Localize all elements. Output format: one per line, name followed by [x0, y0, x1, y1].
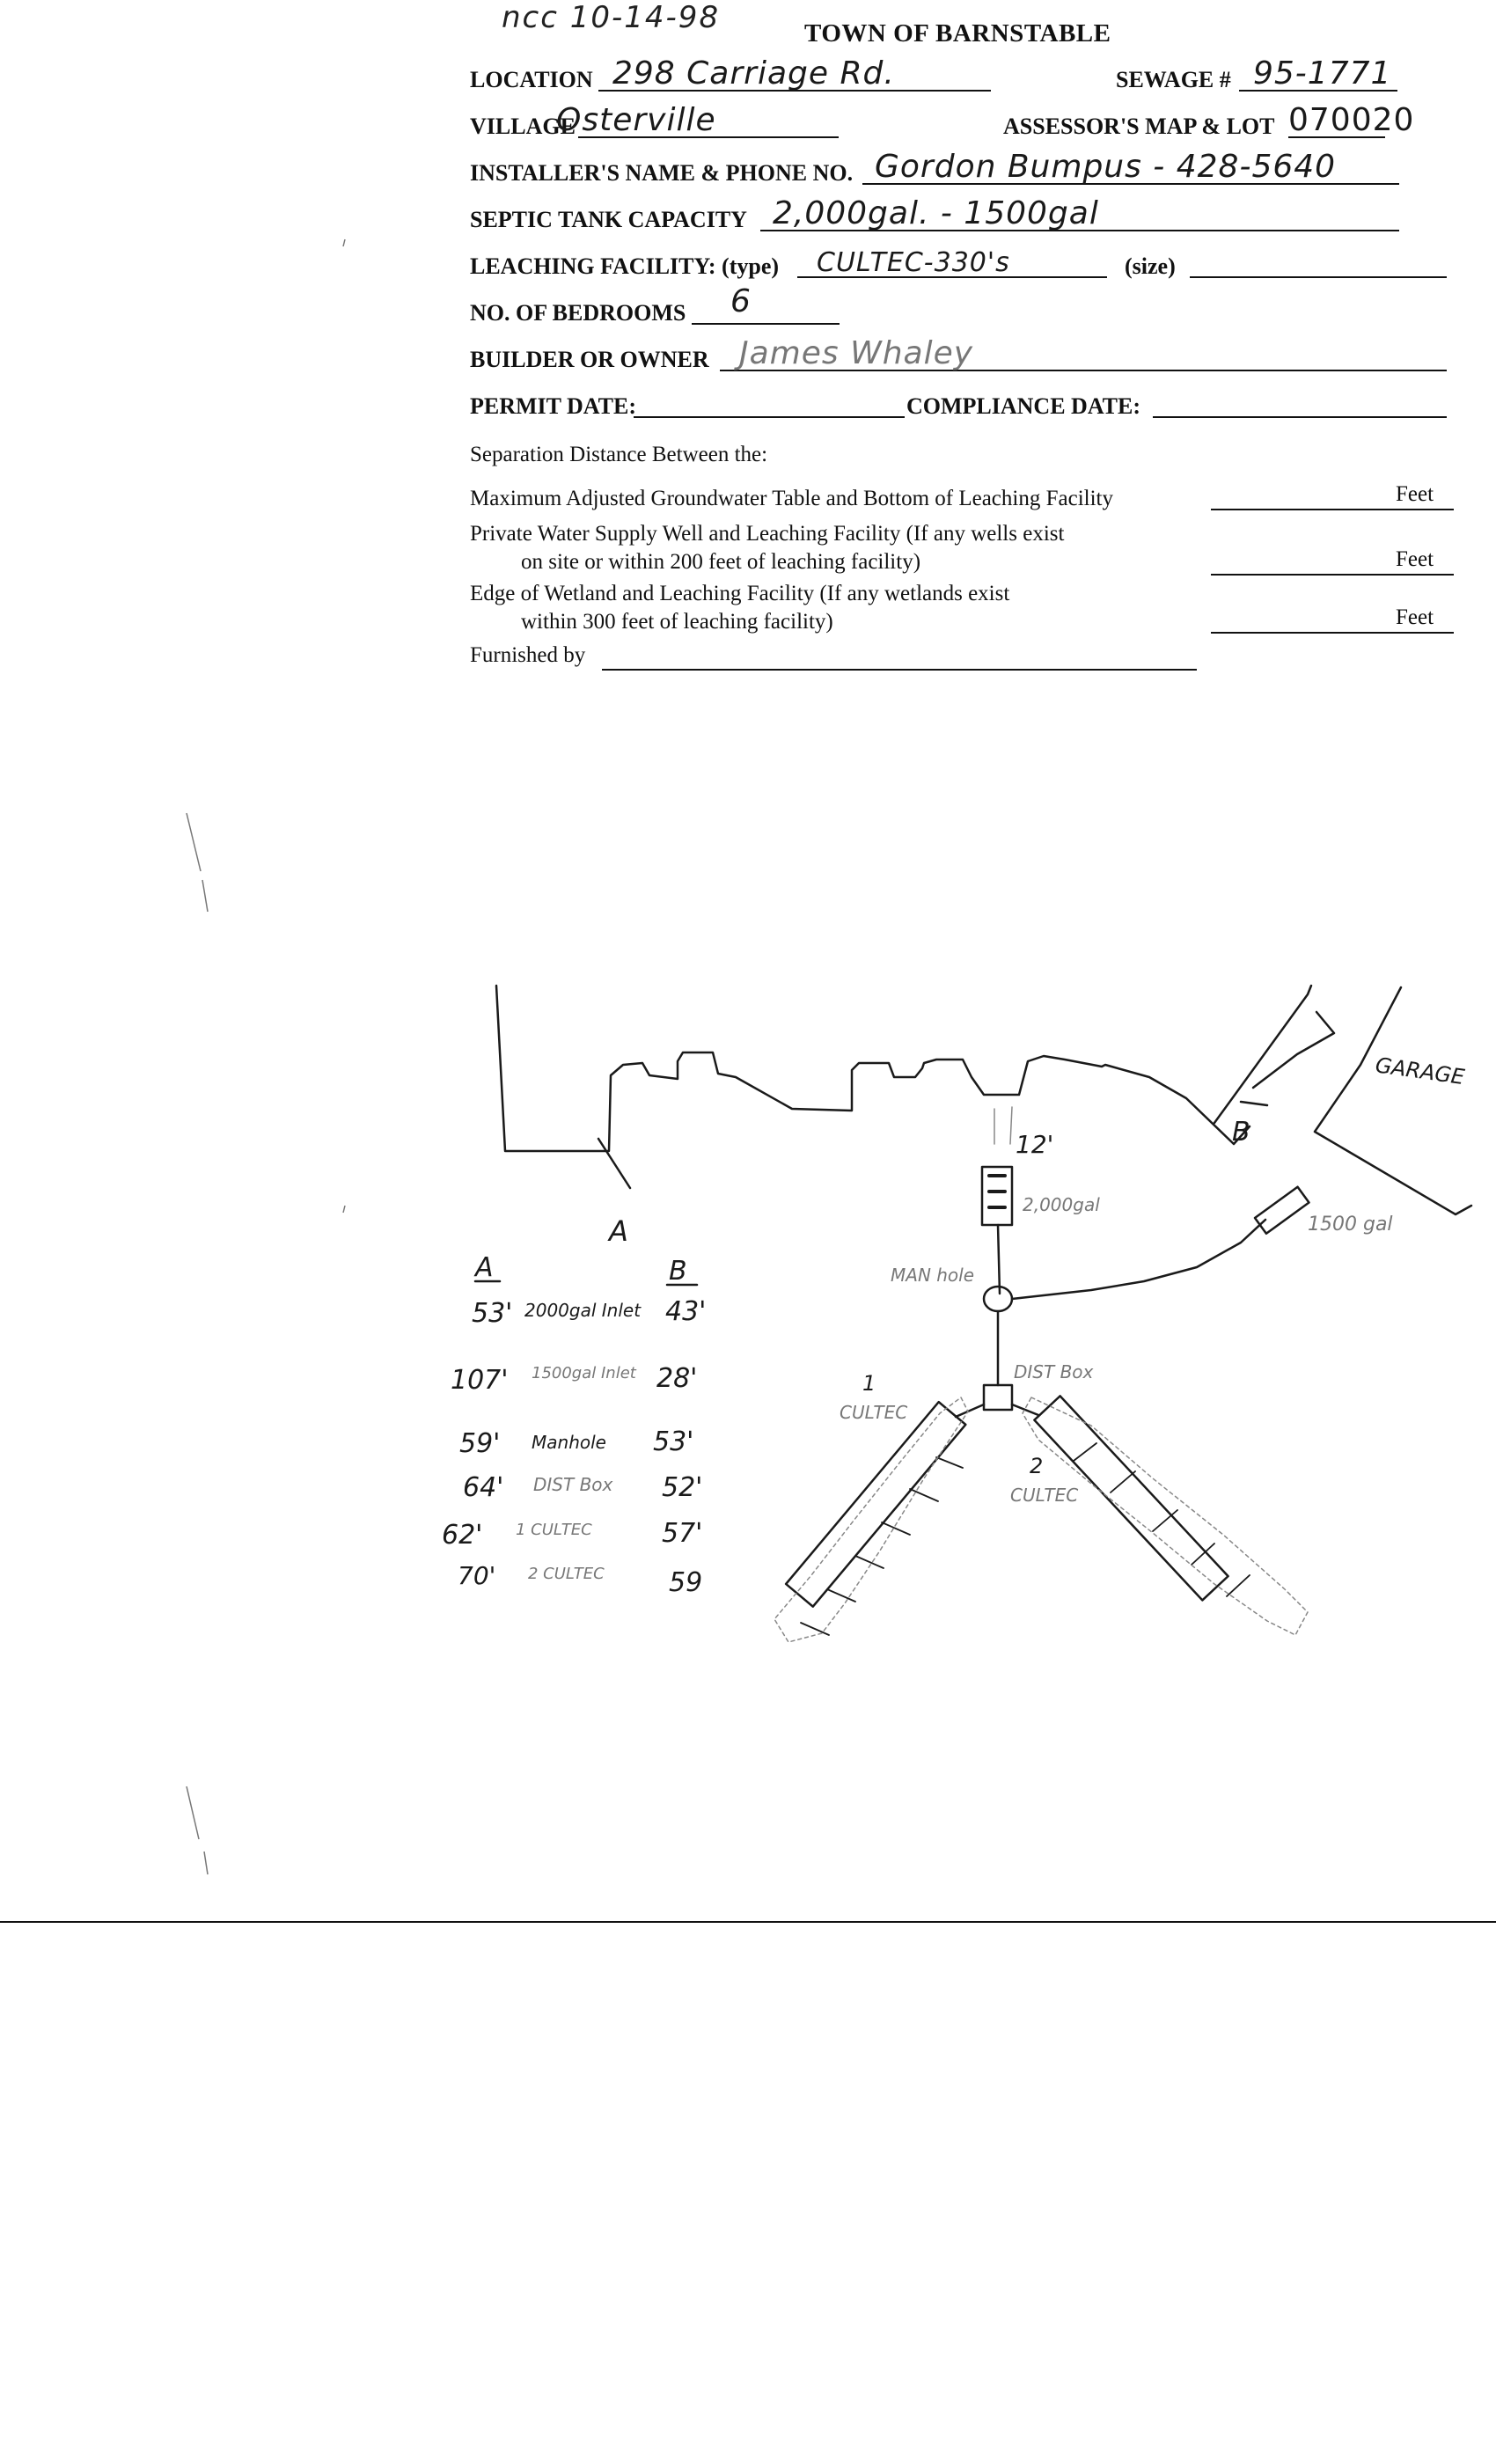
- cultec-2-label: CULTEC: [1010, 1485, 1079, 1506]
- size-label: (size): [1125, 253, 1176, 279]
- tie-label-5: 2 CULTEC: [528, 1565, 605, 1583]
- house-outline: [496, 986, 1250, 1151]
- tie-label-4: 1 CULTEC: [516, 1521, 592, 1539]
- tie-b-2: 53': [653, 1426, 694, 1457]
- scan-mark-3: [187, 1786, 199, 1839]
- tie-a-0: 53': [472, 1298, 513, 1329]
- leaching-label: LEACHING FACILITY: (type): [470, 253, 780, 279]
- tie-header-a: A: [475, 1252, 494, 1283]
- cultec-1-symbol: [786, 1402, 965, 1607]
- point-b-tick: [1241, 1102, 1267, 1105]
- date-stamp: ncc 10-14-98: [502, 0, 721, 35]
- point-a-tick: [598, 1139, 630, 1188]
- garage-corner: [1253, 1012, 1334, 1088]
- installer-label: INSTALLER'S NAME & PHONE NO.: [470, 160, 854, 186]
- dist-box-symbol: [984, 1385, 1012, 1410]
- cultec-1-label: CULTEC: [840, 1402, 908, 1423]
- separation-row-3b: within 300 feet of leaching facility): [521, 610, 833, 634]
- tie-a-2: 59': [459, 1428, 501, 1459]
- location-value: 298 Carriage Rd.: [612, 55, 895, 92]
- map-lot-value: 070020: [1288, 102, 1415, 138]
- cultec-2-envelope: [1023, 1397, 1308, 1635]
- tie-a-5: 70': [458, 1561, 496, 1590]
- compliance-label: COMPLIANCE DATE:: [906, 393, 1141, 419]
- tie-a-4: 62': [442, 1520, 483, 1551]
- installer-value: Gordon Bumpus - 428-5640: [875, 149, 1337, 185]
- sewage-label: SEWAGE #: [1116, 67, 1231, 92]
- garage-outline: [1315, 987, 1471, 1214]
- owner-value: James Whaley: [739, 335, 974, 371]
- separation-heading: Separation Distance Between the:: [470, 443, 768, 466]
- village-value: Osterville: [556, 102, 716, 138]
- scan-mark-6: [343, 1206, 345, 1213]
- scan-mark-1: [187, 813, 201, 871]
- tie-b-3: 52': [662, 1472, 703, 1503]
- cultec-1-dividers: [801, 1457, 963, 1635]
- owner-label: BUILDER OR OWNER: [470, 347, 709, 372]
- point-a-label: A: [609, 1214, 628, 1248]
- location-label: LOCATION: [470, 67, 593, 92]
- map-lot-label: ASSESSOR'S MAP & LOT: [1003, 114, 1275, 139]
- separation-row-2b: on site or within 200 feet of leaching facility): [521, 550, 921, 574]
- house-pipe-2: [1010, 1107, 1012, 1144]
- tie-label-3: DIST Box: [533, 1474, 613, 1495]
- tie-b-5: 59: [669, 1567, 703, 1598]
- tie-a-3: 64': [463, 1472, 504, 1503]
- bottom-rule: [0, 1921, 1496, 1923]
- tank-1500-symbol: [1255, 1187, 1309, 1234]
- scan-mark-2: [202, 880, 208, 912]
- separation-unit-1: Feet: [1396, 482, 1434, 506]
- tie-b-0: 43': [665, 1296, 707, 1327]
- separation-row-3a: Edge of Wetland and Leaching Facility (If any wetlands exist: [470, 582, 1010, 605]
- scan-mark-5: [343, 239, 345, 246]
- separation-row-1: Maximum Adjusted Groundwater Table and Bottom of Leaching Facility: [470, 487, 1113, 510]
- scan-marks: [187, 239, 345, 1874]
- manhole-label: MAN hole: [891, 1265, 975, 1286]
- permit-label: PERMIT DATE:: [470, 393, 636, 419]
- tie-label-2: Manhole: [532, 1432, 606, 1453]
- tank-label: SEPTIC TANK CAPACITY: [470, 207, 747, 232]
- sewage-value: 95-1771: [1253, 55, 1392, 92]
- cultec-2-number: 2: [1030, 1454, 1044, 1478]
- tank-1500-label: 1500 gal: [1308, 1214, 1393, 1236]
- separation-row-2a: Private Water Supply Well and Leaching Facility (If any wells exist: [470, 522, 1065, 546]
- tie-label-0: 2000gal Inlet: [524, 1300, 642, 1321]
- cultec-1-number: 1: [862, 1371, 876, 1396]
- tie-label-1: 1500gal Inlet: [532, 1364, 636, 1382]
- tie-b-4: 57': [662, 1518, 703, 1549]
- point-b-label: B: [1232, 1117, 1250, 1148]
- tank-1500-pipe: [1012, 1220, 1265, 1299]
- separation-unit-3: Feet: [1396, 605, 1434, 629]
- garage-label: GARAGE: [1374, 1052, 1466, 1090]
- separation-unit-2: Feet: [1396, 547, 1434, 571]
- tank-to-manhole-pipe: [998, 1225, 1000, 1294]
- cultec-2-dividers: [1074, 1443, 1250, 1596]
- tie-b-1: 28': [656, 1363, 698, 1394]
- bedrooms-value: 6: [730, 283, 752, 319]
- scan-mark-4: [204, 1852, 208, 1874]
- manhole-symbol: [984, 1287, 1012, 1311]
- village-label: VILLAGE: [470, 114, 576, 139]
- bedrooms-label: NO. OF BEDROOMS: [470, 300, 686, 326]
- dist-box-label: DIST Box: [1014, 1361, 1094, 1382]
- furnished-label: Furnished by: [470, 643, 586, 667]
- leaching-value: CULTEC-330's: [817, 247, 1010, 278]
- cultec-1-envelope: [774, 1397, 968, 1642]
- tank-2000-fill: [989, 1176, 1005, 1207]
- tie-a-1: 107': [451, 1365, 509, 1396]
- tie-header-b: B: [669, 1256, 687, 1287]
- tank-value: 2,000gal. - 1500gal: [773, 195, 1099, 231]
- pipe-length-label: 12': [1016, 1130, 1054, 1159]
- cultec-2-line: [1012, 1404, 1038, 1415]
- tie-table: [442, 1296, 706, 1598]
- cultec-1-line: [956, 1404, 984, 1417]
- tank-2000-label: 2,000gal: [1023, 1194, 1100, 1215]
- form-title: TOWN OF BARNSTABLE: [804, 19, 1111, 48]
